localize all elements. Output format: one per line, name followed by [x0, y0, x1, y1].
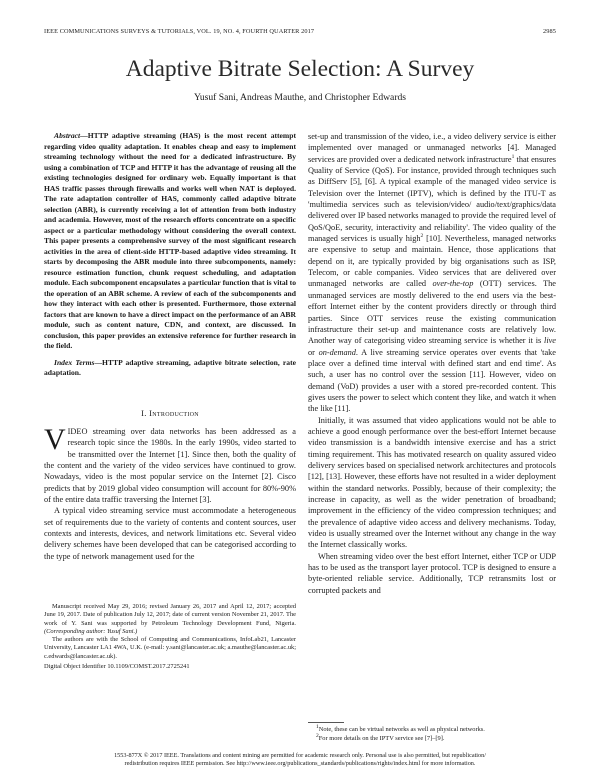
right-footnotes [308, 723, 556, 743]
right-p1-e: or [308, 347, 319, 357]
right-p1-d: (OTT) services. The unmanaged services are mostly delivered to the end users via the best-effort Internet either by the content providers directly or through third parties. Since OTT services reuse the existing communication infrastructure their set-up and maintenance costs are relatively low. Another way of categorising video streaming service is whether it is [308, 279, 556, 346]
copyright-line-2: redistribution requires IEEE permission. See http://www.ieee.org/publications_standards/publications/rights/index.html for more information. [124, 760, 476, 767]
copyright-notice [44, 752, 556, 768]
abstract-label: Abstract [54, 131, 81, 140]
right-p1-f: . A live streaming service operates over events that 'take place over a defined time interval with defined start and end time'. As such, a user has no control over the session [11]. However, video on demand (VoD) provides a user with a stored pre-recorded content. This gives users the power to select which content they like, and watch it when the like [11]. [308, 347, 556, 414]
footnote-rule [308, 722, 344, 723]
drop-cap: V [44, 422, 66, 456]
footnote-ref-1: 1 [511, 153, 515, 160]
live-term: live [544, 336, 556, 346]
right-column [308, 131, 556, 596]
footnote-1-mark: 1 [316, 723, 319, 730]
index-terms-label: Index Terms [54, 357, 95, 367]
right-p1-c: [10]. Nevertheless, managed networks are expensive to setup and maintain. Hence, those applications that depend on it, are typically provided by big organisations such as ISP, Telecom, or cable companies. Video services that are delivered over unmanaged networks are called [308, 234, 557, 289]
copyright-line-1: 1553-877X © 2017 IEEE. Translations and content mining are permitted for academic research only. Personal use is also permitted, but republication/ [114, 752, 486, 759]
ott-term: over-the-top [432, 279, 474, 289]
left-column [44, 131, 296, 562]
index-terms-text: —HTTP adaptive streaming, adaptive bitrate selection, rate adaptation. [44, 357, 297, 377]
footnote-2-mark: 2 [316, 732, 319, 739]
intro-paragraph-1 [44, 422, 296, 505]
running-header [44, 28, 556, 38]
right-paragraph-2: Initially, it was assumed that video applications would not be able to achieve a good enough performance over the best-effort Internet because video transmission is a bandwidth intensive exercise and has a strict timing requirement. This has motivated research on quality assured video delivery services based on specialised network architectures and protocols [12], [13]. However, these efforts have not resulted in a wider deployment within the standard networks. Possibly, because of their complexity; the increase in capacity, as well as the wider penetration of broadband; improvement in the efficiency of the video compression techniques; and the prevalence of adaptive video access and delivery mechanisms. Today, video is usually streamed over the Internet without any change in the way the Internet classically works. [308, 415, 556, 550]
footnote-1-text: Note, these can be virtual networks as well as physical networks. [318, 726, 485, 733]
corresponding-author: (Corresponding author: Yusuf Sani.) [44, 627, 138, 635]
section-numeral: I. [141, 407, 147, 418]
index-terms [44, 358, 296, 379]
manuscript-note [44, 603, 296, 636]
manuscript-note-text: Manuscript received May 29, 2016; revised January 26, 2017 and April 12, 2017; accepted June 19, 2017. Date of publication July 12, 2017; date of current version November 21, 2017. The work of Y. Sani was supported by Petroleum Technology Development Fund, Nigeria. [44, 603, 296, 627]
abstract-text: —HTTP adaptive streaming (HAS) is the most recent attempt regarding video quality adaptation. It enables cheap and easy to implement streaming technology without the need for a dedicated infrastructure. By using a combination of TCP and HTTP it has the advantage of reusing all the existing technologies designed for ordinary web. Equally important is that HAS traffic passes through firewalls and works well when NAT is deployed. The rate adaptation controller of HAS, commonly called adaptive bitrate selection (ABR), is currently receiving a lot of attention from both industry and academia. However, most of the research efforts concentrate on a specific aspect or a particular methodology without considering the overall context. This paper presents a comprehensive survey of the most significant research activities in the area of client-side HTTP-based adaptive video streaming. It starts by decomposing the ABR module into three subcomponents, namely: resource estimation function, chunk request scheduling, and adaptation module. Each subcomponent encapsulates a particular function that is vital to the operation of an ABR scheme. A review of each of the subcomponents and how they interact with each other is presented. Furthermore, those external factors that are known to have a direct impact on the performance of an ABR module, such as content nature, CDN, and context, are discussed. In conclusion, this paper provides an extensive reference for further research in the field. [44, 131, 296, 350]
intro-paragraph-2: A typical video streaming service must accommodate a heterogeneous set of requirements due to the variety of contents and content sources, user contexts and interests, devices, and network limitations etc. Several video delivery schemes have been developed that can be categorised according to the type of network management used for the [44, 506, 296, 561]
right-paragraph-1 [308, 131, 556, 415]
journal-header: IEEE COMMUNICATIONS SURVEYS & TUTORIALS, VOL. 19, NO. 4, FOURTH QUARTER 2017 [44, 28, 315, 35]
affiliation-note: The authors are with the School of Computing and Communications, InfoLab21, Lancaster University, Lancaster LA1 4WA, U.K. (e-mail: y.sani@lancaster.ac.uk; a.mauthe@lancaster.ac.uk; c.edwards@lancaster.ac.uk). [44, 636, 296, 660]
section-title: Introduction [149, 407, 199, 418]
abstract [44, 131, 296, 352]
author-list: Yusuf Sani, Andreas Mauthe, and Christopher Edwards [193, 92, 407, 103]
doi-line: Digital Object Identifier 10.1109/COMST.2017.2725241 [44, 663, 190, 671]
right-p1-b: that ensures Quality of Service (QoS). For instance, provided through techniques such as DiffServ [5], [6]. A typical example of the managed video service is Television over the Internet (IPTV), which is defined by the ITU-T as 'multimedia services such as television/video/ audio/text/graphics/data delivered over IP based networks managed to provide the required level of QoS/QoE, security, interactivity and reliability'. The video quality of the managed services is usually high [308, 154, 556, 244]
on-demand-term: on-demand [318, 347, 356, 357]
left-footnote [44, 603, 296, 671]
footnote-2-text: For more details on the IPTV service see [7]–[9]. [318, 734, 445, 742]
paper-title: Adaptive Bitrate Selection: A Survey [125, 56, 475, 82]
footnote-2 [308, 732, 556, 744]
section-heading-introduction [44, 408, 296, 419]
footnote-1 [308, 723, 556, 735]
right-p1-a: set-up and transmission of the video, i.e., a video delivery service is either implemented over managed or unmanaged networks [4]. Managed services are provided over a dedicated network infrastructure [308, 132, 556, 164]
page-number: 2985 [543, 28, 556, 35]
footnote-ref-2: 2 [420, 233, 424, 240]
right-paragraph-3: When streaming video over the best effort Internet, either TCP or UDP has to be used as the transport layer protocol. TCP is designed to ensure a byte-oriented reliable service. Additionally, TCP retransmits lost or corrupted packets and [308, 551, 556, 595]
intro-paragraph-1-text: IDEO streaming over data networks has been addressed as a research topic since the 1980s. In the early 1990s, video started to be transmitted over the Internet [1]. Since then, both the quality of the content and the variety of the video services have continued to grow. Nowadays, video is the most popular service on the Internet [2]. Cisco predicts that by 2019 global video consumption will account for 80%-90% of the entire data traffic traversing the Internet [3]. [44, 426, 296, 504]
